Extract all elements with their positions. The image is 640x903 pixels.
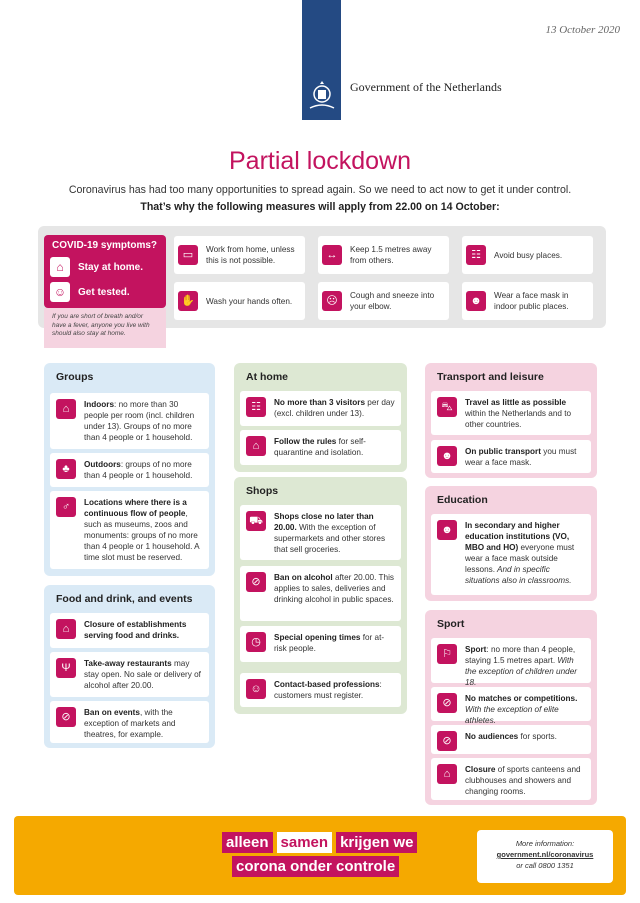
groups-locations: ♂ Locations where there is a continuous flow of people, such as museums, zoos and monuments: groups of no more than 4 people or 1 household. A time slot must be reserved. [50,491,209,569]
covid-symptoms-box [44,235,166,308]
shops-alcohol: ⊘ Ban on alcohol after 20.00. This applies to sales, deliveries and drinking alcohol in public spaces. [240,566,401,621]
food-events: ⊘ Ban on events, with the exception of markets and theatres, for example. [50,701,209,743]
slogan-line1: alleen samen krijgen we [222,832,417,853]
visitors-icon: ☷ [246,397,266,417]
sport-panel [425,610,597,805]
info-link[interactable]: government.nl/coronavirus [496,850,594,859]
education-panel [425,486,597,601]
groups-heading: Groups [56,371,94,383]
measure-work-from-home: ▭ Work from home, unless this is not possible. [174,236,305,274]
get-tested-row: ☺ Get tested. [50,282,130,302]
cough-icon: ☹ [322,291,342,311]
sport-closure: ⌂ Closure of sports canteens and clubhouses and showers and changing rooms. [431,758,591,800]
transport-public: ☻ On public transport you must wear a face mask. [431,440,591,473]
education-masks: ☻ In secondary and higher education institutions (VO, MBO and HO) everyone must wear a face mask outside lessons. And in specific situations also in classrooms. [431,514,591,595]
measure-cough-elbow: ☹ Cough and sneeze into your elbow. [318,282,449,320]
wash-hands-icon: ✋ [178,291,198,311]
runner-icon: ⚐ [437,644,457,664]
food-panel [44,585,215,748]
shops-panel [234,477,407,714]
laptop-icon: ▭ [178,245,198,265]
coat-of-arms-icon [306,80,338,112]
groups-panel [44,363,215,576]
crowd-icon: ☷ [466,245,486,265]
groups-outdoors: ♣ Outdoors: groups of no more than 4 people or 1 household. [50,453,209,487]
face-mask-icon: ☻ [437,446,457,466]
tree-icon: ♣ [56,459,76,479]
covid-note: If you are short of breath and/or have a fever, anyone you live with should also stay at home. [44,308,166,348]
covid-heading: COVID-19 symptoms? [52,240,158,251]
more-info-box: More information: government.nl/coronavirus or call 0800 1351 [477,830,613,883]
shops-opening-times: ◷ Special opening times for at-risk people. [240,626,401,662]
walking-people-icon: ♂ [56,497,76,517]
car-icon: ⛍ [437,397,457,417]
shops-close: ⛟ Shops close no later than 20.00. With the exception of supermarkets and other stores that sell groceries. [240,505,401,560]
food-heading: Food and drink, and events [56,593,193,605]
measure-face-mask: ☻ Wear a face mask in indoor public places. [462,282,593,320]
groups-indoors: ⌂ Indoors: no more than 30 people per room (incl. children under 13). Groups of no more than 4 people or 1 household. [50,393,209,449]
government-ribbon [302,0,341,120]
home-rules: ⌂ Follow the rules for self-quarantine and isolation. [240,430,401,465]
measure-distance: ↔ Keep 1.5 metres away from others. [318,236,449,274]
stay-home-row: ⌂ Stay at home. [50,257,143,277]
home-panel [234,363,407,472]
shops-heading: Shops [246,485,279,497]
shopping-cart-icon: ⛟ [246,511,266,531]
closed-house-icon: ⌂ [437,764,457,784]
government-name: Government of the Netherlands [350,80,502,94]
clock-icon: ◷ [246,632,266,652]
intro-text: Coronavirus has had too many opportunities to spread again. So we need to act now to get it under control. [68,184,572,196]
contact-profession-icon: ☺ [246,679,266,699]
no-trophy-icon: ⊘ [437,693,457,713]
transport-heading: Transport and leisure [437,371,544,383]
no-alcohol-icon: ⊘ [246,572,266,592]
page-title: Partial lockdown [228,147,412,175]
face-mask-icon: ☻ [466,291,486,311]
no-audience-icon: ⊘ [437,731,457,751]
sport-matches: ⊘ No matches or competitions. With the exception of elite athletes. [431,687,591,721]
closed-house-icon: ⌂ [56,619,76,639]
building-30-icon: ⌂ [56,399,76,419]
cutlery-icon: Ψ [56,658,76,678]
shops-contact: ☺ Contact-based professions: customers must register. [240,673,401,707]
slogan-line2: corona onder controle [232,856,399,877]
test-swab-icon: ☺ [50,282,70,302]
transport-travel: ⛍ Travel as little as possible within the Netherlands and to other countries. [431,391,591,435]
food-takeaway: Ψ Take-away restaurants may stay open. No sale or delivery of alcohol after 20.00. [50,652,209,697]
house-person-icon: ⌂ [50,257,70,277]
student-mask-icon: ☻ [437,520,457,540]
transport-panel [425,363,597,478]
home-heading: At home [246,371,288,383]
sport-people: ⚐ Sport: no more than 4 people, staying 1.5 metres apart. With the exception of children under 18. [431,638,591,683]
distance-icon: ↔ [322,245,342,265]
measure-avoid-busy: ☷ Avoid busy places. [462,236,593,274]
date: 13 October 2020 [545,24,620,36]
sport-heading: Sport [437,618,465,630]
house-icon: ⌂ [246,436,266,456]
intro-date-text: That’s why the following measures will apply from 22.00 on 14 October: [140,201,500,213]
education-heading: Education [437,494,488,506]
food-closure: ⌂ Closure of establishments serving food and drinks. [50,613,209,648]
no-events-icon: ⊘ [56,707,76,727]
measure-wash-hands: ✋ Wash your hands often. [174,282,305,320]
sport-audiences: ⊘ No audiences for sports. [431,725,591,754]
home-visitors: ☷ No more than 3 visitors per day (excl. children under 13). [240,391,401,426]
